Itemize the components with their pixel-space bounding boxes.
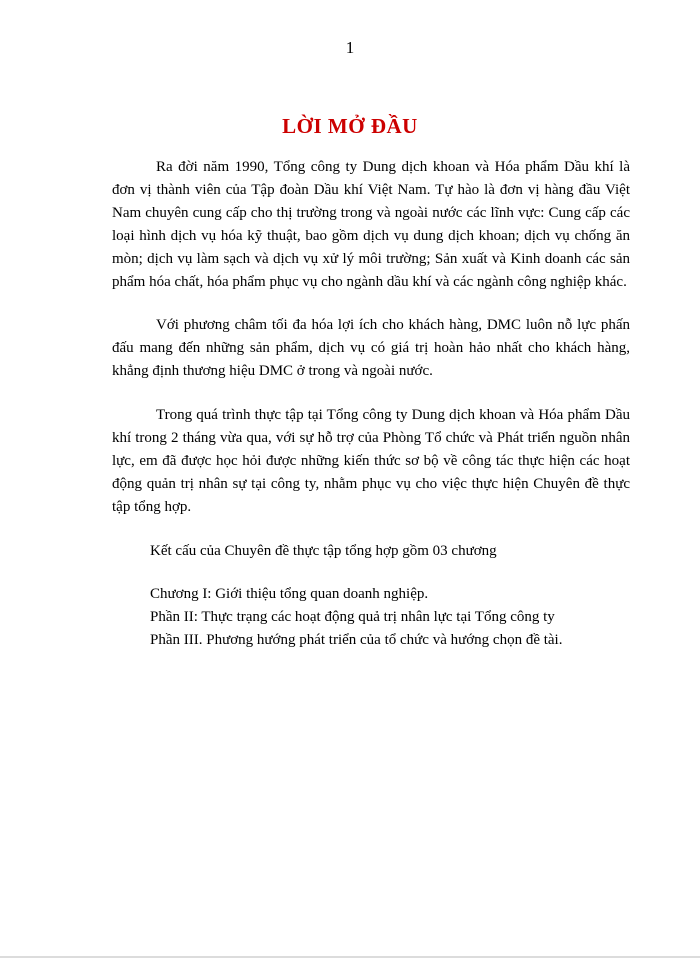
- structure-intro: Kết cấu của Chuyên đề thực tập tổng hợp gồm 03 chương: [150, 543, 497, 559]
- page-bottom-border: [0, 956, 700, 958]
- paragraph-motto: Với phương châm tối đa hóa lợi ích cho khách hàng, DMC luôn nỗ lực phấn đấu mang đến những sản phẩm, dịch vụ có giá trị hoàn hảo nhất cho khách hàng, khẳng định thương hiệu DMC ở trong và ngoài nước.: [112, 317, 630, 379]
- chapter-list: [112, 583, 630, 652]
- page-number: 1: [345, 38, 355, 57]
- paragraph-internship: Trong quá trình thực tập tại Tổng công ty Dung dịch khoan và Hóa phẩm Dầu khí trong 2 tháng vừa qua, với sự hỗ trợ của Phòng Tổ chức và Phát triển nguồn nhân lực, em đã được học hỏi được những kiến thức sơ bộ về công tác thực hiện các hoạt động quản trị nhân sự tại công ty, nhằm phục vụ cho việc thực hiện Chuyên đề thực tập tổng hợp.: [112, 407, 630, 515]
- chapter-item-2: Phần II: Thực trạng các hoạt động quả trị nhân lực tại Tổng công ty: [150, 609, 555, 625]
- page-title: LỜI MỞ ĐẦU: [282, 114, 418, 138]
- chapter-item-1: Chương I: Giới thiệu tổng quan doanh nghiệp.: [150, 586, 429, 602]
- chapter-item-3: Phần III. Phương hướng phát triển của tổ chức và hướng chọn đề tài.: [150, 632, 563, 648]
- document-body: [112, 156, 630, 652]
- paragraph-intro: Ra đời năm 1990, Tổng công ty Dung dịch khoan và Hóa phẩm Dầu khí là đơn vị thành viên của Tập đoàn Dầu khí Việt Nam. Tự hào là đơn vị hàng đầu Việt Nam chuyên cung cấp cho thị trường trong và ngoài nước các lĩnh vực: Cung cấp các loại hình dịch vụ hóa kỹ thuật, bao gồm dịch vụ dung dịch khoan; dịch vụ chống ăn mòn; dịch vụ làm sạch và dịch vụ xử lý môi trường; Sản xuất và Kinh doanh các sản phẩm hóa chất, hóa phẩm phục vụ cho ngành dầu khí và các ngành công nghiệp khác.: [112, 159, 630, 290]
